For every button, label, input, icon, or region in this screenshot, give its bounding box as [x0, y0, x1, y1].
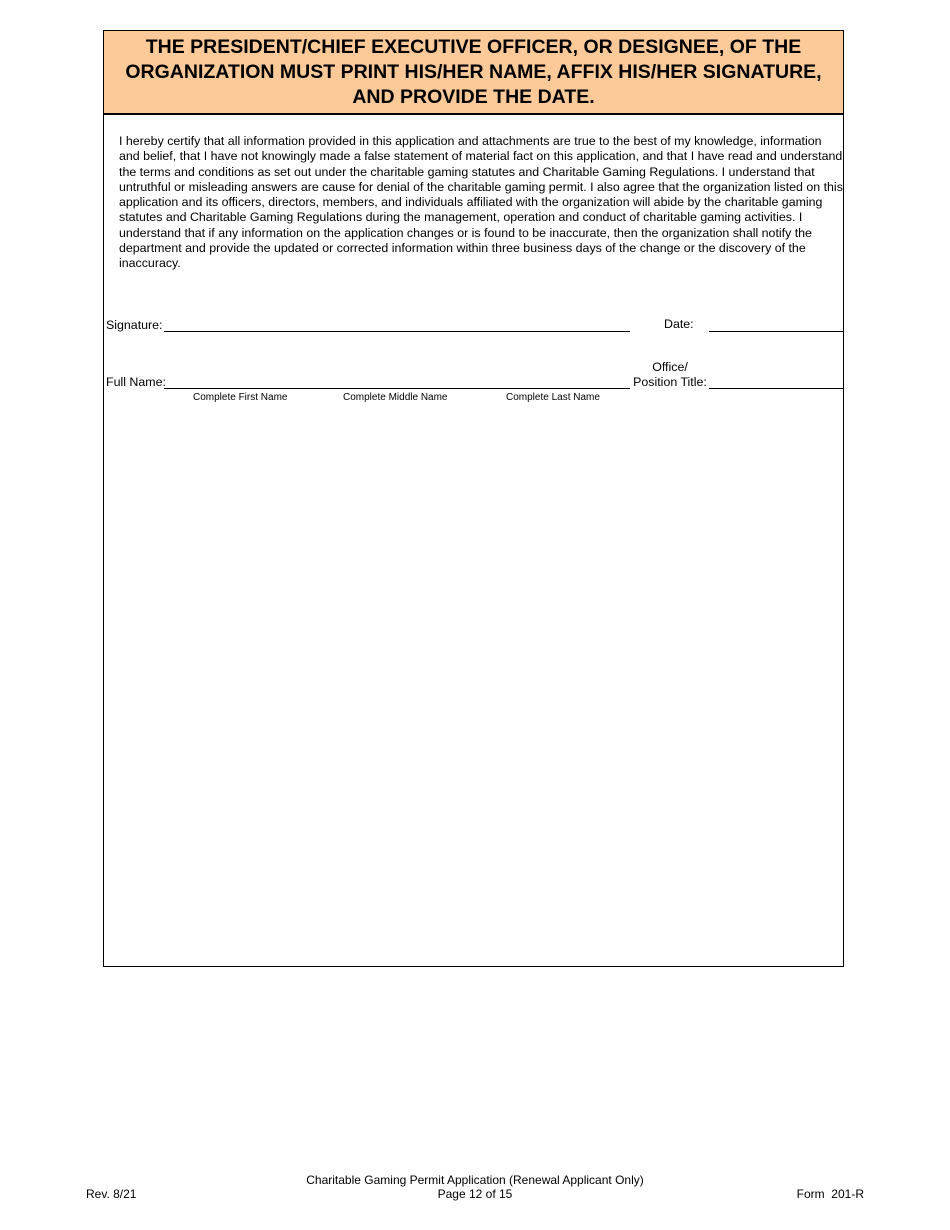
signature-label: Signature:	[106, 318, 163, 332]
footer-title: Charitable Gaming Permit Application (Renewal Applicant Only)	[306, 1173, 644, 1187]
office-label-line2: Position Title:	[633, 375, 707, 389]
office-position-label	[632, 360, 708, 390]
date-field[interactable]	[709, 331, 843, 332]
office-position-field[interactable]	[709, 388, 843, 389]
first-name-caption: Complete First Name	[193, 392, 288, 403]
footer-revision: Rev. 8/21	[86, 1187, 137, 1201]
full-name-field[interactable]	[164, 388, 630, 389]
footer-page-number: Page 12 of 15	[437, 1187, 513, 1201]
footer-center	[275, 1173, 675, 1201]
full-name-label: Full Name:	[106, 375, 166, 389]
middle-name-caption: Complete Middle Name	[343, 392, 448, 403]
form-box	[103, 30, 844, 967]
certification-statement: I hereby certify that all information provided in this application and attachments are true to the best of my knowledge, information and belief, that I have not knowingly made a false statement of material fact on this application, and that I have read and understand the terms and conditions as set out under the charitable gaming statutes and Charitable Gaming Regulations. I understand that untruthful or misleading answers are cause for denial of the charitable gaming permit. I also agree that the organization listed on this application and its officers, directors, members, and individuals affiliated with the organization will abide by the charitable gaming statutes and Charitable Gaming Regulations during the management, operation and conduct of charitable gaming activities. I understand that if any information on the application changes or is found to be inaccurate, then the organization shall notify the department and provide the updated or corrected information within three business days of the change or the discovery of the inaccuracy.	[119, 134, 843, 271]
office-label-line1: Office/	[652, 360, 688, 374]
footer-form-number: Form 201-R	[796, 1187, 864, 1201]
signature-field[interactable]	[164, 331, 630, 332]
instruction-banner: THE PRESIDENT/CHIEF EXECUTIVE OFFICER, OR DESIGNEE, OF THE ORGANIZATION MUST PRINT HIS/HER NAME, AFFIX HIS/HER SIGNATURE, AND PROVIDE THE DATE.	[104, 31, 843, 115]
last-name-caption: Complete Last Name	[506, 392, 600, 403]
date-label: Date:	[664, 317, 694, 331]
